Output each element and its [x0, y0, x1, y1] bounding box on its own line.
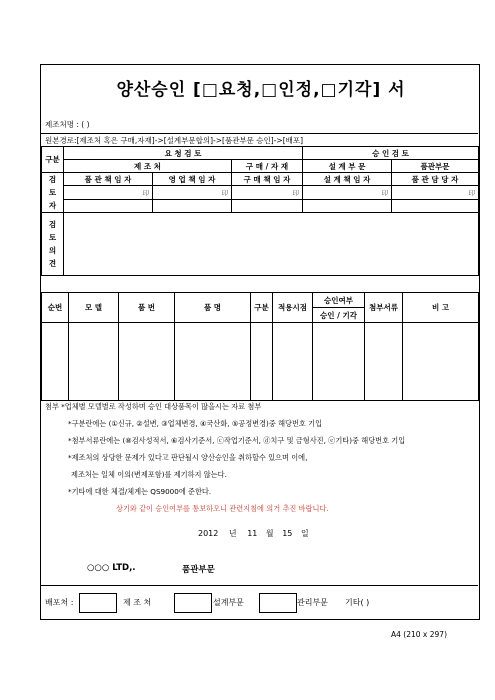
stamp-field[interactable]: 印 [392, 186, 479, 200]
routing-path: 원본경로:[제조처 혹은 구매,자재]->[설계부문합의]->[품관부문 승인]->[배포] [41, 133, 478, 146]
maker-header: 제 조 처 [64, 160, 232, 173]
note-line: 제조처는 일체 이의(변제포함)를 제기하지 않는다. [71, 470, 227, 479]
note-line: *제조처의 상당한 문제가 있다고 판단될시 양산승인을 취하할수 있으며 이에, [68, 453, 308, 462]
stamp-field[interactable]: 印 [232, 186, 303, 200]
role-quality-staff: 품 관 담 당 자 [392, 173, 479, 186]
item-cell[interactable] [119, 323, 175, 401]
date-year-unit: 년 [228, 529, 237, 538]
col-no: 순번 [42, 293, 69, 323]
item-cell[interactable] [42, 323, 69, 401]
role-sales-manager: 영 업 책 임 자 [153, 173, 232, 186]
reviewer-name-field[interactable] [392, 200, 479, 213]
purchase-header: 구 매 / 자 재 [232, 160, 303, 173]
note-line: *구분란에는 (①신규, ②설변, ③업체변경, ④국산화, ⑤공정변경)중 해당번호 기입 [68, 419, 323, 428]
reviewer-name-field[interactable] [153, 200, 232, 213]
opinion-char-1: 검 [48, 220, 57, 229]
reviewer-name-field[interactable] [64, 200, 153, 213]
review-table [41, 146, 479, 276]
item-cell[interactable] [175, 323, 251, 401]
role-purchase-manager: 구 매 책 임 자 [232, 173, 303, 186]
note-line: *첨부서류란에는 (⑧검사성적서, ⑥검사기준서, ⓒ작업기준서, ⓓ치구 및 금형사진, ⓔ기타)중 해당번호 기입 [68, 436, 406, 445]
col-approval-sub: 승인 / 기각 [313, 308, 365, 323]
gubun-header: 구분 [42, 147, 64, 173]
dist-management-label: 관리부문 [297, 598, 328, 607]
item-cell[interactable] [313, 323, 365, 401]
notice-line: 상기와 같이 승인여부를 통보하오니 관련지침에 의거 추진 바랍니다. [116, 504, 329, 513]
stamp-field[interactable]: 印 [153, 186, 232, 200]
item-cell[interactable] [365, 323, 403, 401]
item-cell[interactable] [69, 323, 119, 401]
reviewer-side-label [42, 173, 64, 213]
page-title: 양산승인 [□요청,□인정,□기각] 서 [116, 80, 406, 100]
item-cell[interactable] [251, 323, 273, 401]
distribution-label: 배포처 : [45, 598, 74, 607]
company-name: ○○○ LTD,. [87, 563, 136, 573]
opinion-side-label [42, 213, 64, 276]
request-review-header: 요 청 검 토 [64, 147, 303, 160]
date-line [198, 528, 309, 539]
date-year[interactable]: 2012 [198, 529, 219, 538]
role-quality-manager: 품 관 책 임 자 [64, 173, 153, 186]
reviewer-char-3: 자 [48, 201, 57, 210]
item-cell[interactable] [273, 323, 313, 401]
role-design-manager: 설 계 책 임 자 [303, 173, 392, 186]
date-month-unit: 월 [265, 529, 274, 538]
col-model: 모 델 [69, 293, 119, 323]
opinion-char-4: 견 [48, 259, 57, 268]
reviewer-name-field[interactable] [232, 200, 303, 213]
dist-checkbox-management[interactable] [259, 593, 297, 613]
opinion-field[interactable] [64, 213, 479, 276]
date-day[interactable]: 15 [282, 529, 293, 538]
note-line: 첨부 *업체별 모델별로 작성하며 승인 대상품목이 많을시는 자료 첨부 [45, 402, 262, 411]
stamp-field[interactable]: 印 [303, 186, 392, 200]
design-header: 설 계 부 문 [303, 160, 392, 173]
col-part-no: 품 번 [119, 293, 175, 323]
dist-maker-label: 제 조 처 [123, 598, 152, 607]
date-month[interactable]: 11 [247, 529, 258, 538]
col-attach: 첨부서류 [365, 293, 403, 323]
dist-design-label: 설계부문 [213, 598, 244, 607]
opinion-char-2: 토 [48, 233, 57, 242]
quality-header: 품관부문 [392, 160, 479, 173]
col-remark: 비 고 [403, 293, 479, 323]
paper-size-label: A4 (210 x 297) [391, 630, 447, 639]
department-name: 품관부문 [182, 565, 215, 575]
note-line: *기타에 대한 체결/체계는 QS9000에 준한다. [68, 487, 212, 496]
item-cell[interactable] [403, 323, 479, 401]
opinion-char-3: 의 [48, 246, 57, 255]
col-part-name: 품 명 [175, 293, 251, 323]
distribution-row [41, 585, 478, 618]
col-gubun: 구분 [251, 293, 273, 323]
date-day-unit: 일 [300, 529, 309, 538]
approval-form [40, 64, 480, 620]
reviewer-char-1: 검 [48, 175, 57, 184]
dist-checkbox-maker[interactable] [79, 593, 117, 613]
col-approval: 승인여부 [313, 293, 365, 308]
reviewer-name-field[interactable] [303, 200, 392, 213]
reviewer-char-2: 토 [48, 188, 57, 197]
items-table [41, 292, 479, 401]
col-apply-time: 적용시점 [273, 293, 313, 323]
stamp-field[interactable]: 印 [64, 186, 153, 200]
approval-review-header: 승 인 검 토 [303, 147, 479, 160]
dist-checkbox-design[interactable] [174, 593, 212, 613]
dist-other-field[interactable]: 기타( ) [345, 598, 370, 607]
maker-name-field[interactable]: 제조처명 : ( ) [45, 120, 90, 129]
